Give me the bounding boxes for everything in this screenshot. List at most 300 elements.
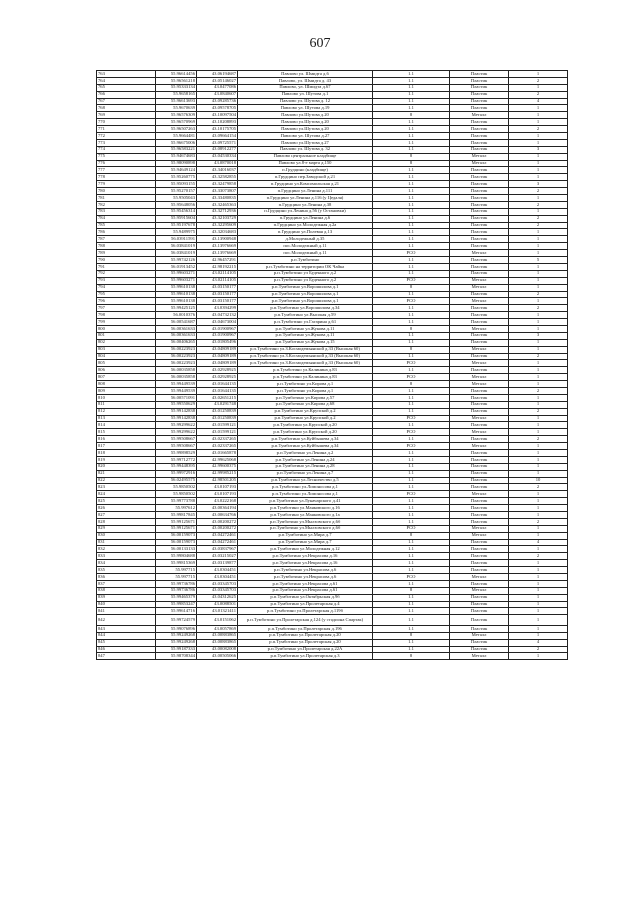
volume-cell: 1.1 xyxy=(373,580,450,587)
material-cell: Пластик xyxy=(450,263,509,270)
count-cell: 2 xyxy=(509,436,568,443)
page-number: 607 xyxy=(309,36,331,51)
material-cell: Пластик xyxy=(450,243,509,250)
material-cell: Металл xyxy=(450,360,509,367)
address-cell: р.п.Тумботино ул.Высокая д.59 xyxy=(238,312,373,319)
address-cell: р.п.Тумботино ул.Некрасова д.61 xyxy=(238,580,373,587)
table-row xyxy=(97,346,568,353)
count-cell: 1 xyxy=(509,84,568,91)
row-number-cell: 806 xyxy=(97,367,156,374)
address-cell: Павлово ул.Шутова д.27 xyxy=(238,139,373,146)
count-cell: 1 xyxy=(509,263,568,270)
count-cell: 1 xyxy=(509,470,568,477)
count-cell: 1 xyxy=(509,456,568,463)
latitude-cell: 55.96675006 xyxy=(156,139,197,146)
material-cell: Металл xyxy=(450,277,509,284)
count-cell: 1 xyxy=(509,632,568,639)
count-cell: 1 xyxy=(509,574,568,581)
latitude-cell: 55.99898529 xyxy=(156,449,197,456)
volume-cell: 1.1 xyxy=(373,646,450,653)
volume-cell: 1.1 xyxy=(373,408,450,415)
address-cell: р.п.Тумботино ул.Мылзовского д.6б xyxy=(238,518,373,525)
count-cell: 2 xyxy=(509,91,568,98)
count-cell: 2 xyxy=(509,215,568,222)
material-cell: Пластик xyxy=(450,222,509,229)
table-row xyxy=(97,374,568,381)
latitude-cell: 55.96614456 xyxy=(156,71,197,78)
address-cell: р.п.Тумботино ул.Крупской д.20 xyxy=(238,422,373,429)
longitude-cell: 43.09285736 xyxy=(197,98,238,105)
material-cell: Пластик xyxy=(450,126,509,133)
count-cell: 1 xyxy=(509,133,568,140)
table-row xyxy=(97,394,568,401)
material-cell: Пластик xyxy=(450,594,509,601)
row-number-cell: 828 xyxy=(97,518,156,525)
row-number-cell: 800 xyxy=(97,325,156,332)
longitude-cell: 43.32712936 xyxy=(197,208,238,215)
address-cell: п.Грудцино ул.Полевая д.13 xyxy=(238,229,373,236)
latitude-cell: 55.9658165 xyxy=(156,91,197,98)
address-cell: р.п.Тумботино ул.Крупской д.20 xyxy=(238,429,373,436)
count-cell: 1 xyxy=(509,243,568,250)
table-row xyxy=(97,71,568,78)
material-cell: Пластик xyxy=(450,546,509,553)
volume-cell: PCO xyxy=(373,415,450,422)
longitude-cell: 43.02114105 xyxy=(197,277,238,284)
material-cell: Пластик xyxy=(450,646,509,653)
material-cell: Пластик xyxy=(450,625,509,632)
row-number-cell: 813 xyxy=(97,415,156,422)
count-cell: 1 xyxy=(509,505,568,512)
count-cell: 1 xyxy=(509,284,568,291)
volume-cell: 1.1 xyxy=(373,208,450,215)
volume-cell: 1.1 xyxy=(373,546,450,553)
latitude-cell: 55.9850502 xyxy=(156,491,197,498)
material-cell: Пластик xyxy=(450,560,509,567)
table-row xyxy=(97,263,568,270)
latitude-cell: 56.03841019 xyxy=(156,250,197,257)
longitude-cell: 43.0304451 xyxy=(197,574,238,581)
address-cell: Павлово центральное кладбище xyxy=(238,153,373,160)
count-cell: 1 xyxy=(509,601,568,608)
volume-cell: 1.1 xyxy=(373,91,450,98)
latitude-cell: 55.99736786 xyxy=(156,580,197,587)
volume-cell: 8 xyxy=(373,532,450,539)
address-cell: р.п.Тумботино ул.Ворошилова д.1 xyxy=(238,298,373,305)
longitude-cell: 43.32582855 xyxy=(197,174,238,181)
address-cell: р.п.Тумботино на территории ОК Чайка xyxy=(238,263,373,270)
longitude-cell: 43.01250839 xyxy=(197,408,238,415)
table-row xyxy=(97,139,568,146)
row-number-cell: 837 xyxy=(97,580,156,587)
material-cell: Пластик xyxy=(450,422,509,429)
address-cell: р.п.Тумботино ул.Молодежная д.12 xyxy=(238,546,373,553)
row-number-cell: 797 xyxy=(97,305,156,312)
volume-cell: 1.1 xyxy=(373,215,450,222)
records-table-body xyxy=(97,71,568,660)
table-row xyxy=(97,463,568,470)
table-row xyxy=(97,539,568,546)
volume-cell: 1.1 xyxy=(373,387,450,394)
volume-cell: 8 xyxy=(373,632,450,639)
latitude-cell: 55.99449539 xyxy=(156,381,197,388)
address-cell: р.п.Тумботино ул.Ленина д.24 xyxy=(238,456,373,463)
latitude-cell: 55.94674683 xyxy=(156,153,197,160)
row-number-cell: 798 xyxy=(97,312,156,319)
volume-cell: PCO xyxy=(373,429,450,436)
latitude-cell: 55.99299622 xyxy=(156,429,197,436)
latitude-cell: 55.95915604 xyxy=(156,215,197,222)
longitude-cell: 43.32479858 xyxy=(197,181,238,188)
longitude-cell: 42.98192215 xyxy=(197,263,238,270)
table-row xyxy=(97,298,568,305)
latitude-cell: 55.99603271 xyxy=(156,277,197,284)
address-cell: п.Грудцино пер.Заводской д.21 xyxy=(238,174,373,181)
table-row xyxy=(97,201,568,208)
volume-cell: 1.1 xyxy=(373,98,450,105)
table-row xyxy=(97,126,568,133)
volume-cell: 1.1 xyxy=(373,339,450,346)
material-cell: Металл xyxy=(450,532,509,539)
table-row xyxy=(97,112,568,119)
row-number-cell: 778 xyxy=(97,174,156,181)
latitude-cell: 55.99465379 xyxy=(156,594,197,601)
material-cell: Пластик xyxy=(450,146,509,153)
material-cell: Пластик xyxy=(450,133,509,140)
count-cell: 1 xyxy=(509,319,568,326)
address-cell: п.Грудцино ул.Ленина д.116 (у Цедаля) xyxy=(238,195,373,202)
table-row xyxy=(97,553,568,560)
material-cell: Металл xyxy=(450,491,509,498)
longitude-cell: 43.03345703 xyxy=(197,587,238,594)
address-cell: р.п.Тумботино ул.Жукова д.15 xyxy=(238,339,373,346)
table-row xyxy=(97,470,568,477)
longitude-cell: 43.05146027 xyxy=(197,77,238,84)
table-row xyxy=(97,257,568,264)
table-row xyxy=(97,484,568,491)
row-number-cell: 787 xyxy=(97,236,156,243)
material-cell: Металл xyxy=(450,429,509,436)
longitude-cell: 43.0304451 xyxy=(197,567,238,574)
material-cell: Пластик xyxy=(450,408,509,415)
address-cell: р.п.Тумботино ул.Пролетарская д.20 xyxy=(238,632,373,639)
longitude-cell: 43.01599121 xyxy=(197,422,238,429)
material-cell: Пластик xyxy=(450,567,509,574)
table-row xyxy=(97,560,568,567)
row-number-cell: 795 xyxy=(97,291,156,298)
longitude-cell: 43.01599121 xyxy=(197,429,238,436)
address-cell: р.п.Тумботино ул.Кирова д.57 xyxy=(238,394,373,401)
count-cell: 1 xyxy=(509,608,568,615)
longitude-cell: 43.02928925 xyxy=(197,374,238,381)
longitude-cell: 43.32103729 xyxy=(197,215,238,222)
longitude-cell: 43.04312625 xyxy=(197,594,238,601)
volume-cell: 1.1 xyxy=(373,477,450,484)
row-number-cell: 811 xyxy=(97,401,156,408)
latitude-cell: 55.997612 xyxy=(156,505,197,512)
latitude-cell: 55.997715 xyxy=(156,567,197,574)
address-cell: р.п.Тумботино ул.Пролетарская д.196 xyxy=(238,625,373,632)
longitude-cell: 43.04272461 xyxy=(197,532,238,539)
latitude-cell: 55.99142838 xyxy=(156,415,197,422)
volume-cell: 1.1 xyxy=(373,470,450,477)
longitude-cell: 43.00883865 xyxy=(197,639,238,646)
count-cell: 2 xyxy=(509,518,568,525)
address-cell: р.п.Тумботино ул.Некрасова д.16 xyxy=(238,553,373,560)
latitude-cell: 55.99449539 xyxy=(156,387,197,394)
table-row xyxy=(97,188,568,195)
volume-cell: PCO xyxy=(373,491,450,498)
count-cell: 10 xyxy=(509,477,568,484)
volume-cell: 1.1 xyxy=(373,484,450,491)
longitude-cell: 43.00505066 xyxy=(197,653,238,660)
longitude-cell: 43.04673004 xyxy=(197,319,238,326)
latitude-cell: 56.00361633 xyxy=(156,332,197,339)
row-number-cell: 773 xyxy=(97,139,156,146)
latitude-cell: 55.99610138 xyxy=(156,284,197,291)
count-cell: 3 xyxy=(509,146,568,153)
row-number-cell: 789 xyxy=(97,250,156,257)
material-cell: Пластик xyxy=(450,539,509,546)
volume-cell: 8 xyxy=(373,381,450,388)
row-number-cell: 820 xyxy=(97,463,156,470)
count-cell: 1 xyxy=(509,112,568,119)
row-number-cell: 804 xyxy=(97,353,156,360)
latitude-cell: 55.99249268 xyxy=(156,639,197,646)
row-number-cell: 840 xyxy=(97,601,156,608)
row-number-cell: 831 xyxy=(97,539,156,546)
row-number-cell: 814 xyxy=(97,422,156,429)
material-cell: Пластик xyxy=(450,449,509,456)
material-cell: Металл xyxy=(450,284,509,291)
material-cell: Пластик xyxy=(450,580,509,587)
volume-cell: 1.1 xyxy=(373,518,450,525)
table-row xyxy=(97,625,568,632)
address-cell: р.п.Тумботино ул.Ворошилова д.34 xyxy=(238,305,373,312)
count-cell: 1 xyxy=(509,153,568,160)
longitude-cell: 43.01321411 xyxy=(197,608,238,615)
table-row xyxy=(97,408,568,415)
address-cell: р.п.Тумботино ул.Некрасова д.6 xyxy=(238,567,373,574)
material-cell: Пластик xyxy=(450,456,509,463)
material-cell: Металл xyxy=(450,374,509,381)
row-number-cell: 816 xyxy=(97,436,156,443)
address-cell: р.п.Тумботино ул.Пролетарская д.4 xyxy=(238,601,373,608)
count-cell: 2 xyxy=(509,353,568,360)
table-row xyxy=(97,243,568,250)
latitude-cell: 55.99804688 xyxy=(156,553,197,560)
volume-cell: PCO xyxy=(373,360,450,367)
row-number-cell: 776 xyxy=(97,160,156,167)
table-row xyxy=(97,98,568,105)
material-cell: Пластик xyxy=(450,319,509,326)
table-row xyxy=(97,491,568,498)
count-cell: 1 xyxy=(509,532,568,539)
table-row xyxy=(97,436,568,443)
material-cell: Пластик xyxy=(450,167,509,174)
address-cell: р.п.Тумботино ул.Ломоносова д.1 xyxy=(238,484,373,491)
count-cell: 1 xyxy=(509,512,568,519)
volume-cell: 8 xyxy=(373,112,450,119)
volume-cell: 1.1 xyxy=(373,594,450,601)
material-cell: Пластик xyxy=(450,332,509,339)
material-cell: Пластик xyxy=(450,436,509,443)
material-cell: Пластик xyxy=(450,339,509,346)
volume-cell: 1.1 xyxy=(373,119,450,126)
volume-cell: 1.1 xyxy=(373,463,450,470)
longitude-cell: 43.13976669 xyxy=(197,250,238,257)
material-cell: Металл xyxy=(450,443,509,450)
material-cell: Пластик xyxy=(450,477,509,484)
volume-cell: 1.1 xyxy=(373,539,450,546)
address-cell: р.п.Тумботино ул.Пролетарская д.119б xyxy=(238,608,373,615)
material-cell: Пластик xyxy=(450,394,509,401)
table-row xyxy=(97,594,568,601)
latitude-cell: 55.997715 xyxy=(156,574,197,581)
volume-cell: 1.1 xyxy=(373,229,450,236)
address-cell: р.п.Тумботино ул.Некрасова д.61 xyxy=(238,587,373,594)
address-cell: р.п.Тумботино ул.Пролетарская д.22А xyxy=(238,646,373,653)
material-cell: Пластик xyxy=(450,601,509,608)
latitude-cell: 55.99724579 xyxy=(156,615,197,626)
row-number-cell: 844 xyxy=(97,632,156,639)
latitude-cell: 55.99817845 xyxy=(156,512,197,519)
volume-cell: 1.1 xyxy=(373,367,450,374)
row-number-cell: 832 xyxy=(97,546,156,553)
address-cell: Павлово ул.Шутова д.20 xyxy=(238,112,373,119)
longitude-cell: 43.32034683 xyxy=(197,229,238,236)
table-row xyxy=(97,381,568,388)
count-cell: 1 xyxy=(509,567,568,574)
address-cell: п.Грудцино ул.Ленина д.111 xyxy=(238,188,373,195)
volume-cell: 1.1 xyxy=(373,181,450,188)
row-number-cell: 780 xyxy=(97,188,156,195)
longitude-cell: 43.08912277 xyxy=(197,146,238,153)
table-row xyxy=(97,167,568,174)
table-row xyxy=(97,387,568,394)
volume-cell: 1.1 xyxy=(373,201,450,208)
table-row xyxy=(97,270,568,277)
row-number-cell: 802 xyxy=(97,339,156,346)
material-cell: Металл xyxy=(450,153,509,160)
longitude-cell: 43.13976669 xyxy=(197,243,238,250)
material-cell: Пластик xyxy=(450,257,509,264)
material-cell: Пластик xyxy=(450,553,509,560)
table-row xyxy=(97,77,568,84)
count-cell: 1 xyxy=(509,105,568,112)
count-cell: 1 xyxy=(509,312,568,319)
latitude-cell: 55.98090898 xyxy=(156,160,197,167)
longitude-cell: 43.00634766 xyxy=(197,512,238,519)
material-cell: Пластик xyxy=(450,463,509,470)
volume-cell: 8 xyxy=(373,160,450,167)
volume-cell: 1.1 xyxy=(373,77,450,84)
row-number-cell: 839 xyxy=(97,594,156,601)
material-cell: Пластик xyxy=(450,484,509,491)
row-number-cell: 779 xyxy=(97,181,156,188)
volume-cell: 1.1 xyxy=(373,270,450,277)
volume-cell: 1.1 xyxy=(373,139,450,146)
latitude-cell: 55.99736786 xyxy=(156,587,197,594)
volume-cell: PCO xyxy=(373,525,450,532)
count-cell: 2 xyxy=(509,201,568,208)
address-cell: р.п.Тумботино ул.Жукова д.11 xyxy=(238,325,373,332)
address-cell: р.п.Тумботино ул.Ленина д.28 xyxy=(238,463,373,470)
volume-cell: 1.1 xyxy=(373,195,450,202)
row-number-cell: 771 xyxy=(97,126,156,133)
latitude-cell: 55.99299622 xyxy=(156,422,197,429)
table-row xyxy=(97,587,568,594)
table-row xyxy=(97,646,568,653)
row-number-cell: 763 xyxy=(97,71,156,78)
address-cell: Павлово ул. Шутова д.19 xyxy=(238,105,373,112)
latitude-cell: 55.95333134 xyxy=(156,84,197,91)
latitude-cell: 55.99712772 xyxy=(156,456,197,463)
table-row xyxy=(97,174,568,181)
latitude-cell: 55.99508667 xyxy=(156,443,197,450)
volume-cell: 1.1 xyxy=(373,560,450,567)
volume-cell: 8 xyxy=(373,653,450,660)
table-row xyxy=(97,567,568,574)
row-number-cell: 822 xyxy=(97,477,156,484)
longitude-cell: 43.0107193 xyxy=(197,484,238,491)
table-row xyxy=(97,443,568,450)
count-cell: 1 xyxy=(509,381,568,388)
material-cell: Металл xyxy=(450,346,509,353)
longitude-cell: 43.04809189 xyxy=(197,360,238,367)
row-number-cell: 810 xyxy=(97,394,156,401)
material-cell: Металл xyxy=(450,160,509,167)
latitude-cell: 55.98708344 xyxy=(156,653,197,660)
row-number-cell: 843 xyxy=(97,625,156,632)
table-row xyxy=(97,449,568,456)
latitude-cell: 55.99742126 xyxy=(156,257,197,264)
longitude-cell: 43.03150177 xyxy=(197,298,238,305)
table-row xyxy=(97,653,568,660)
latitude-cell: 55.9850502 xyxy=(156,484,197,491)
address-cell: р.п.Тумботино ул.Некрасова д.6 xyxy=(238,574,373,581)
address-cell: р.п.Тумботино ул.Октябрьская д.9б xyxy=(238,594,373,601)
longitude-cell: 43.10175705 xyxy=(197,126,238,133)
row-number-cell: 835 xyxy=(97,567,156,574)
table-row xyxy=(97,615,568,626)
count-cell: 3 xyxy=(509,332,568,339)
longitude-cell: 43.32295609 xyxy=(197,222,238,229)
count-cell: 2 xyxy=(509,126,568,133)
longitude-cell: 43.0870018 xyxy=(197,160,238,167)
count-cell: 1 xyxy=(509,429,568,436)
table-row xyxy=(97,119,568,126)
address-cell: п.Грудцино ул.Молодежная д.2а xyxy=(238,222,373,229)
address-cell: р.п.Тумботино ул.Крупской д.2 xyxy=(238,408,373,415)
volume-cell: 8 xyxy=(373,153,450,160)
longitude-cell: 43.02114105 xyxy=(197,270,238,277)
count-cell: 2 xyxy=(509,387,568,394)
material-cell: Пластик xyxy=(450,215,509,222)
volume-cell: 1.1 xyxy=(373,553,450,560)
latitude-cell: 55.99603271 xyxy=(156,270,197,277)
volume-cell: PCO xyxy=(373,277,450,284)
table-row xyxy=(97,429,568,436)
count-cell: 1 xyxy=(509,208,568,215)
material-cell: Металл xyxy=(450,415,509,422)
row-number-cell: 774 xyxy=(97,146,156,153)
volume-cell: 1.1 xyxy=(373,639,450,646)
longitude-cell: 43.33073807 xyxy=(197,188,238,195)
row-number-cell: 818 xyxy=(97,449,156,456)
volume-cell: PCO xyxy=(373,298,450,305)
row-number-cell: 815 xyxy=(97,429,156,436)
